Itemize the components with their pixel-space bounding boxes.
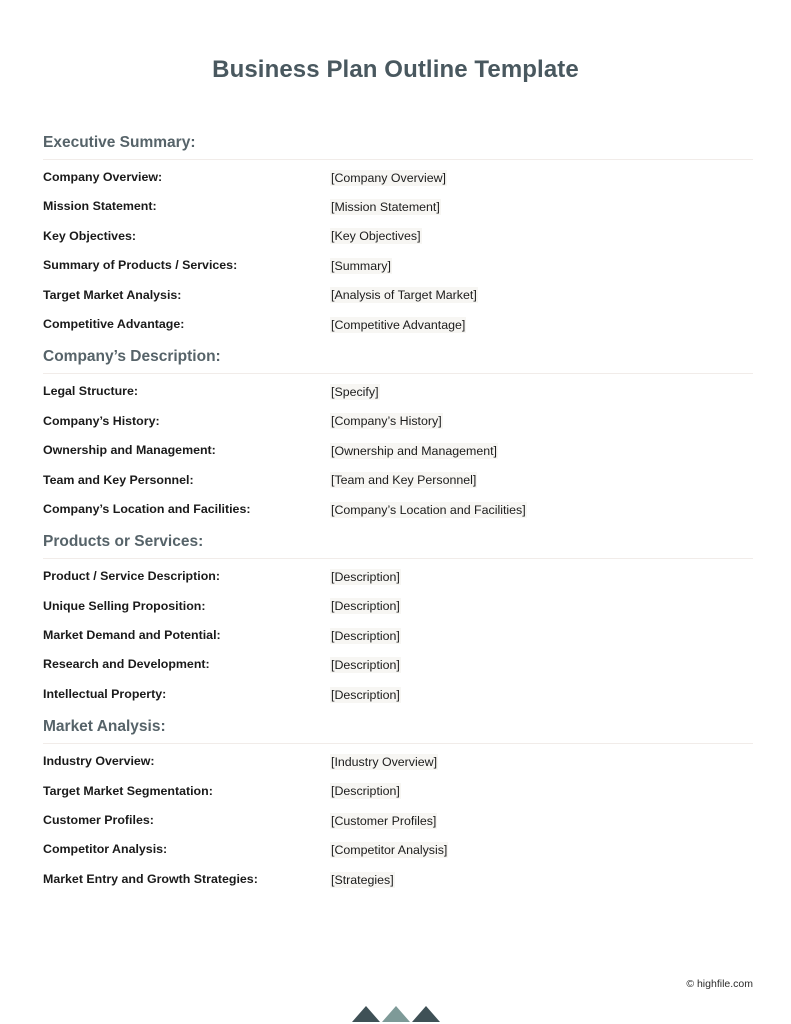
form-row: [43, 251, 753, 280]
field-value-input[interactable]: [Strategies]: [331, 872, 394, 887]
field-label: Market Demand and Potential:: [43, 628, 221, 643]
field-value-input[interactable]: [Description]: [331, 687, 400, 702]
field-label: Company Overview:: [43, 170, 163, 184]
form-row: [43, 592, 753, 621]
section-divider: [43, 159, 753, 160]
field-value-input[interactable]: [Description]: [331, 784, 400, 799]
form-section: [43, 339, 753, 524]
form-row: [43, 436, 753, 465]
triangle-light-icon: [382, 1006, 410, 1022]
section-heading: Market Analysis:: [43, 718, 166, 736]
triangle-dark-icon: [412, 1006, 440, 1022]
form-row: [43, 377, 753, 406]
field-label: Target Market Analysis:: [43, 287, 182, 302]
footer-triangle-decoration: [0, 1006, 791, 1024]
field-label: Company’s History:: [43, 413, 160, 428]
field-label: Customer Profiles:: [43, 813, 154, 828]
field-value-input[interactable]: [Customer Profiles]: [331, 813, 437, 828]
form-row: [43, 650, 753, 679]
section-heading: Products or Services:: [43, 533, 204, 551]
field-value-input[interactable]: [Competitor Analysis]: [331, 843, 448, 858]
field-value-input[interactable]: [Key Objectives]: [331, 229, 421, 244]
field-value-input[interactable]: [Description]: [331, 628, 400, 643]
section-heading: Executive Summary:: [43, 134, 196, 151]
form-row: [43, 407, 753, 436]
field-label: Key Objectives:: [43, 228, 136, 243]
form-row: [43, 192, 753, 221]
form-row: [43, 680, 753, 709]
field-label: Ownership and Management:: [43, 443, 216, 458]
field-value-input[interactable]: [Competitive Advantage]: [331, 317, 466, 332]
form-row: [43, 310, 753, 339]
form-row: [43, 806, 753, 835]
field-value-input[interactable]: [Industry Overview]: [331, 754, 438, 769]
section-heading: Company’s Description:: [43, 348, 221, 366]
form-section: [43, 125, 753, 339]
section-divider: [43, 373, 753, 374]
field-label: Intellectual Property:: [43, 686, 167, 701]
field-label: Industry Overview:: [43, 754, 155, 769]
field-label: Team and Key Personnel:: [43, 472, 194, 487]
form-row: [43, 621, 753, 650]
field-label: Unique Selling Proposition:: [43, 598, 206, 613]
field-label: Mission Statement:: [43, 199, 157, 214]
field-value-input[interactable]: [Ownership and Management]: [331, 443, 497, 458]
form-section: [43, 524, 753, 709]
form-row: [43, 495, 753, 524]
page-title: Business Plan Outline Template: [212, 56, 579, 83]
form-row: [43, 163, 753, 192]
section-divider: [43, 743, 753, 744]
field-label: Company’s Location and Facilities:: [43, 501, 251, 516]
field-label: Research and Development:: [43, 657, 210, 672]
form-row: [43, 222, 753, 251]
triangle-dark-icon: [352, 1006, 380, 1022]
form-row: [43, 865, 753, 894]
field-label: Summary of Products / Services:: [43, 258, 238, 273]
field-value-input[interactable]: [Summary]: [331, 258, 391, 273]
section-divider: [43, 558, 753, 559]
field-value-input[interactable]: [Company Overview]: [331, 170, 446, 185]
form-row: [43, 281, 753, 310]
field-label: Competitive Advantage:: [43, 316, 185, 331]
field-value-input[interactable]: [Specify]: [331, 385, 379, 400]
form-row: [43, 747, 753, 776]
field-label: Legal Structure:: [43, 384, 139, 399]
form-sections: [43, 125, 753, 894]
field-value-input[interactable]: [Mission Statement]: [331, 200, 440, 215]
field-value-input[interactable]: [Company’s History]: [331, 414, 442, 429]
field-value-input[interactable]: [Description]: [331, 599, 400, 614]
form-row: [43, 562, 753, 591]
field-value-input[interactable]: [Team and Key Personnel]: [331, 473, 477, 488]
field-label: Market Entry and Growth Strategies:: [43, 871, 258, 886]
footer-credit: © highfile.com: [686, 978, 753, 990]
field-value-input[interactable]: [Company’s Location and Facilities]: [331, 502, 526, 517]
field-label: Competitor Analysis:: [43, 842, 168, 857]
form-row: [43, 466, 753, 495]
field-label: Target Market Segmentation:: [43, 783, 213, 798]
form-section: [43, 709, 753, 894]
form-row: [43, 835, 753, 864]
field-value-input[interactable]: [Description]: [331, 658, 400, 673]
field-value-input[interactable]: [Description]: [331, 569, 400, 584]
form-row: [43, 777, 753, 806]
field-label: Product / Service Description:: [43, 569, 220, 584]
field-value-input[interactable]: [Analysis of Target Market]: [331, 288, 477, 303]
